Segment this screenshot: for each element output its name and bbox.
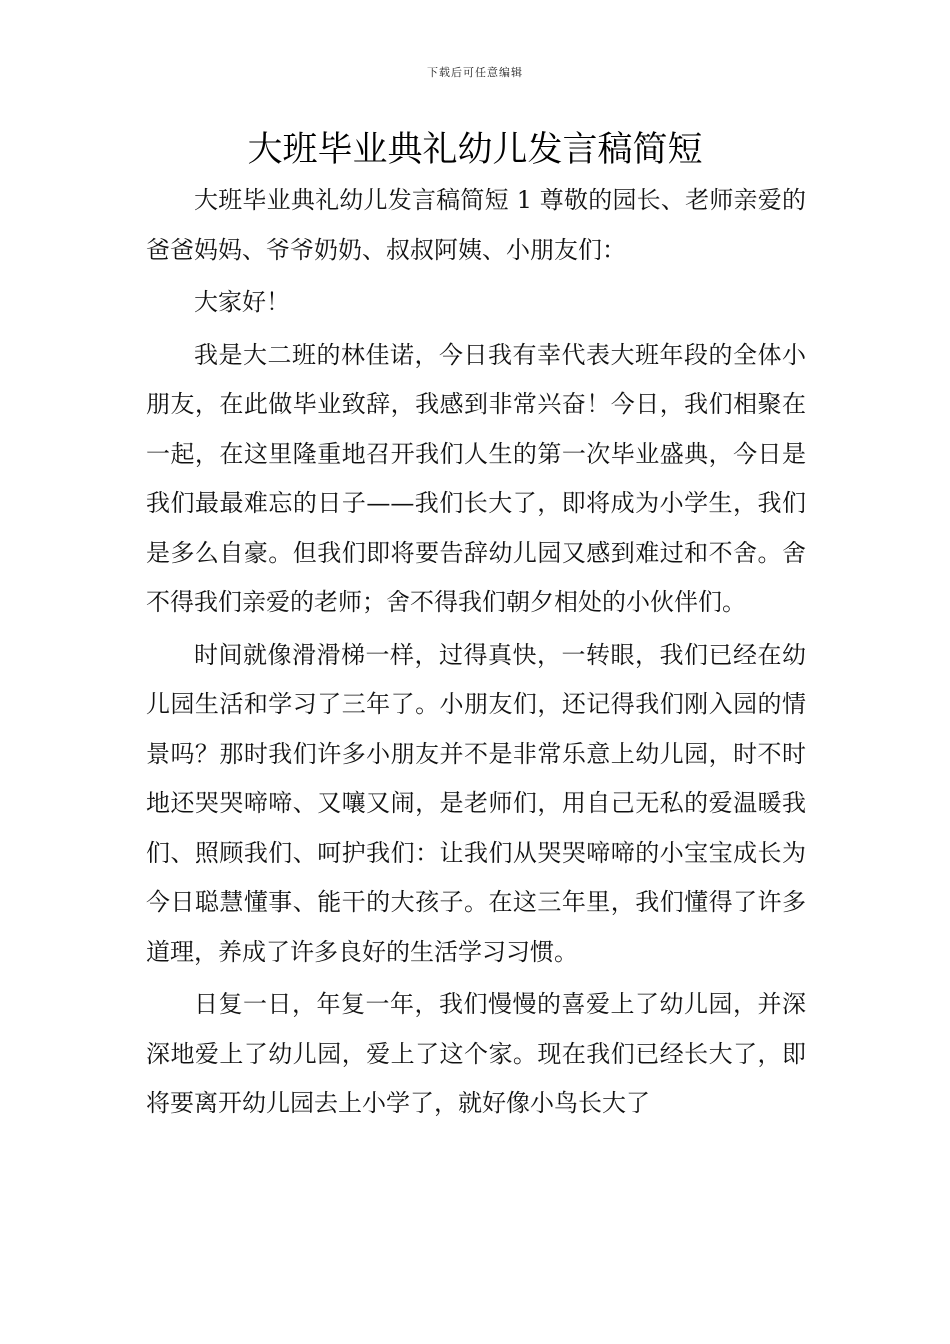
- paragraph: 我是大二班的林佳诺，今日我有幸代表大班年段的全体小朋友，在此做毕业致辞，我感到非常兴奋！今日，我们相聚在一起，在这里隆重地召开我们人生的第一次毕业盛典，今日是我们最最难忘的日子——我们长大了，即将成为小学生，我们是多么自豪。但我们即将要告辞幼儿园又感到难过和不舍。舍不得我们亲爱的老师；舍不得我们朝夕相处的小伙伴们。: [146, 340, 806, 616]
- document-title: 大班毕业典礼幼儿发言稿简短: [247, 130, 703, 170]
- header-note: 下载后可任意编辑: [427, 66, 523, 79]
- paragraph: 时间就像滑滑梯一样，过得真快，一转眼，我们已经在幼儿园生活和学习了三年了。小朋友们，还记得我们刚入园的情景吗？那时我们许多小朋友并不是非常乐意上幼儿园，时不时地还哭哭啼啼、又嚷又闹，是老师们，用自己无私的爱温暖我们、照顾我们、呵护我们：让我们从哭哭啼啼的小宝宝成长为今日聪慧懂事、能干的大孩子。在这三年里，我们懂得了许多道理，养成了许多良好的生活学习习惯。: [146, 640, 806, 966]
- paragraph: 大家好！: [194, 288, 290, 316]
- paragraph: 日复一日，年复一年，我们慢慢的喜爱上了幼儿园，并深深地爱上了幼儿园，爱上了这个家。现在我们已经长大了，即将要离开幼儿园去上小学了，就好像小鸟长大了: [146, 990, 806, 1117]
- document-body: [146, 176, 806, 1132]
- paragraph: 大班毕业典礼幼儿发言稿简短 1 尊敬的园长、老师亲爱的爸爸妈妈、爷爷奶奶、叔叔阿姨、小朋友们：: [146, 186, 806, 264]
